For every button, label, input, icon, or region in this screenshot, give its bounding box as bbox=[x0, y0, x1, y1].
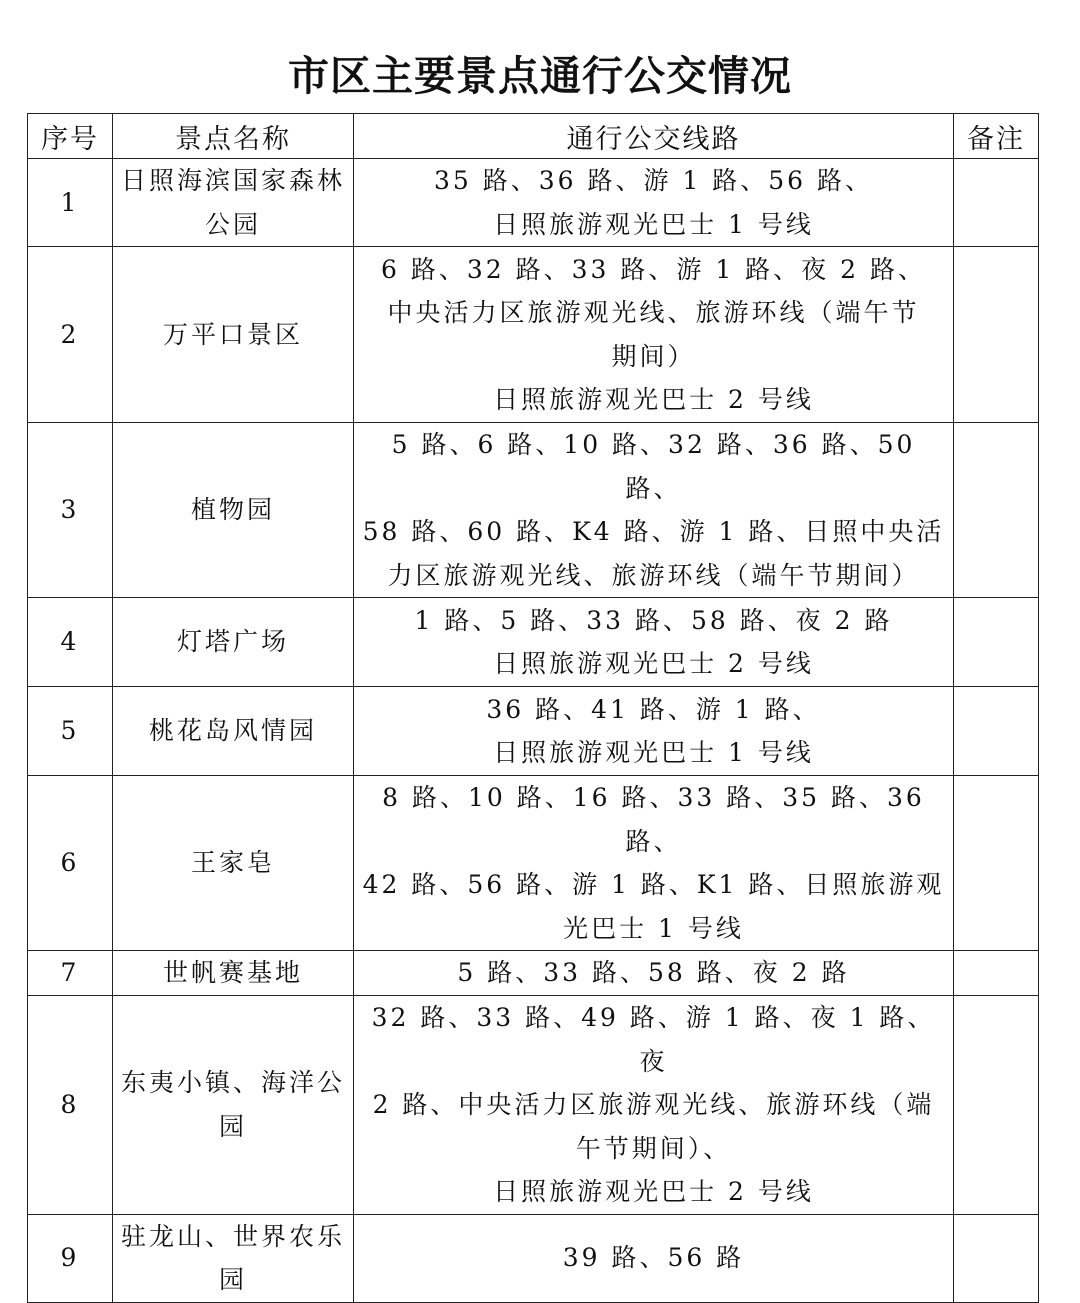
route-line: 2 路、中央活力区旅游观光线、旅游环线（端 bbox=[372, 1090, 935, 1119]
route-line: 光巴士 1 号线 bbox=[563, 913, 744, 943]
row-notes bbox=[954, 598, 1039, 687]
row-scenic-spot-name: 植物园 bbox=[113, 423, 354, 598]
row-scenic-spot-name: 王家皂 bbox=[113, 776, 354, 951]
route-line: 1 路、5 路、33 路、58 路、夜 2 路 bbox=[414, 605, 893, 635]
row-notes bbox=[954, 1214, 1039, 1302]
route-line: 58 路、60 路、K4 路、游 1 路、日照中央活 bbox=[362, 517, 945, 546]
route-line: 中央活力区旅游观光线、旅游环线（端午节 bbox=[387, 298, 920, 327]
row-bus-routes bbox=[354, 776, 954, 951]
route-line: 力区旅游观光线、旅游环线（端午节期间） bbox=[387, 560, 920, 590]
row-num: 9 bbox=[28, 1214, 113, 1302]
table-row bbox=[28, 687, 1039, 776]
row-num: 5 bbox=[28, 687, 113, 776]
route-line: 35 路、36 路、游 1 路、56 路、 bbox=[433, 166, 874, 195]
row-bus-routes bbox=[354, 1214, 954, 1302]
route-line: 6 路、32 路、33 路、游 1 路、夜 2 路、 bbox=[381, 254, 926, 284]
row-num: 3 bbox=[28, 423, 113, 598]
route-line: 36 路、41 路、游 1 路、 bbox=[486, 694, 821, 724]
row-notes bbox=[954, 247, 1039, 423]
page-title: 市区主要景点通行公交情况 bbox=[288, 52, 792, 100]
table-header-row bbox=[28, 114, 1039, 159]
row-notes bbox=[954, 159, 1039, 247]
row-scenic-spot-name: 桃花岛风情园 bbox=[113, 687, 354, 776]
row-scenic-spot-name: 万平口景区 bbox=[113, 247, 354, 423]
route-line: 42 路、56 路、游 1 路、K1 路、日照旅游观 bbox=[362, 870, 945, 899]
row-notes bbox=[954, 687, 1039, 776]
row-notes bbox=[954, 423, 1039, 598]
table-row bbox=[28, 996, 1039, 1215]
row-scenic-spot-name: 灯塔广场 bbox=[113, 598, 354, 687]
row-num: 7 bbox=[28, 951, 113, 996]
route-line: 期间） bbox=[611, 341, 696, 371]
route-line: 日照旅游观光巴士 2 号线 bbox=[493, 385, 814, 414]
table-row bbox=[28, 776, 1039, 951]
table-row bbox=[28, 1214, 1039, 1302]
row-bus-routes bbox=[354, 687, 954, 776]
row-notes bbox=[954, 996, 1039, 1215]
row-num: 1 bbox=[28, 159, 113, 247]
header-scenic-spot-name: 景点名称 bbox=[113, 114, 354, 159]
row-num: 6 bbox=[28, 776, 113, 951]
row-bus-routes bbox=[354, 951, 954, 996]
row-bus-routes bbox=[354, 423, 954, 598]
route-line: 5 路、33 路、58 路、夜 2 路 bbox=[457, 958, 850, 988]
row-notes bbox=[954, 776, 1039, 951]
table-row bbox=[28, 247, 1039, 423]
table-row bbox=[28, 951, 1039, 996]
row-notes bbox=[954, 951, 1039, 996]
route-line: 39 路、56 路 bbox=[562, 1243, 745, 1273]
row-scenic-spot-name: 东夷小镇、海洋公园 bbox=[113, 996, 354, 1215]
route-line: 日照旅游观光巴士 2 号线 bbox=[493, 1177, 814, 1206]
route-line: 午节期间）、 bbox=[575, 1133, 732, 1163]
row-bus-routes bbox=[354, 598, 954, 687]
table-row bbox=[28, 159, 1039, 247]
header-num: 序号 bbox=[28, 114, 113, 159]
row-bus-routes bbox=[354, 247, 954, 423]
row-bus-routes bbox=[354, 996, 954, 1215]
row-num: 8 bbox=[28, 996, 113, 1215]
route-line: 32 路、33 路、49 路、游 1 路、夜 1 路、夜 bbox=[371, 1003, 936, 1076]
bus-routes-table bbox=[27, 113, 1039, 1303]
row-num: 4 bbox=[28, 598, 113, 687]
row-scenic-spot-name: 世帆赛基地 bbox=[113, 951, 354, 996]
row-bus-routes bbox=[354, 159, 954, 247]
table-row bbox=[28, 423, 1039, 598]
route-line: 日照旅游观光巴士 2 号线 bbox=[493, 649, 814, 678]
row-scenic-spot-name: 日照海滨国家森林公园 bbox=[113, 159, 354, 247]
route-line: 日照旅游观光巴士 1 号线 bbox=[493, 209, 814, 239]
table-row bbox=[28, 598, 1039, 687]
header-bus-routes: 通行公交线路 bbox=[354, 114, 954, 159]
row-scenic-spot-name: 驻龙山、世界农乐园 bbox=[113, 1214, 354, 1302]
route-line: 8 路、10 路、16 路、33 路、35 路、36 路、 bbox=[382, 783, 925, 856]
header-notes: 备注 bbox=[954, 114, 1039, 159]
route-line: 日照旅游观光巴士 1 号线 bbox=[493, 738, 814, 767]
route-line: 5 路、6 路、10 路、32 路、36 路、50 路、 bbox=[391, 430, 916, 503]
row-num: 2 bbox=[28, 247, 113, 423]
